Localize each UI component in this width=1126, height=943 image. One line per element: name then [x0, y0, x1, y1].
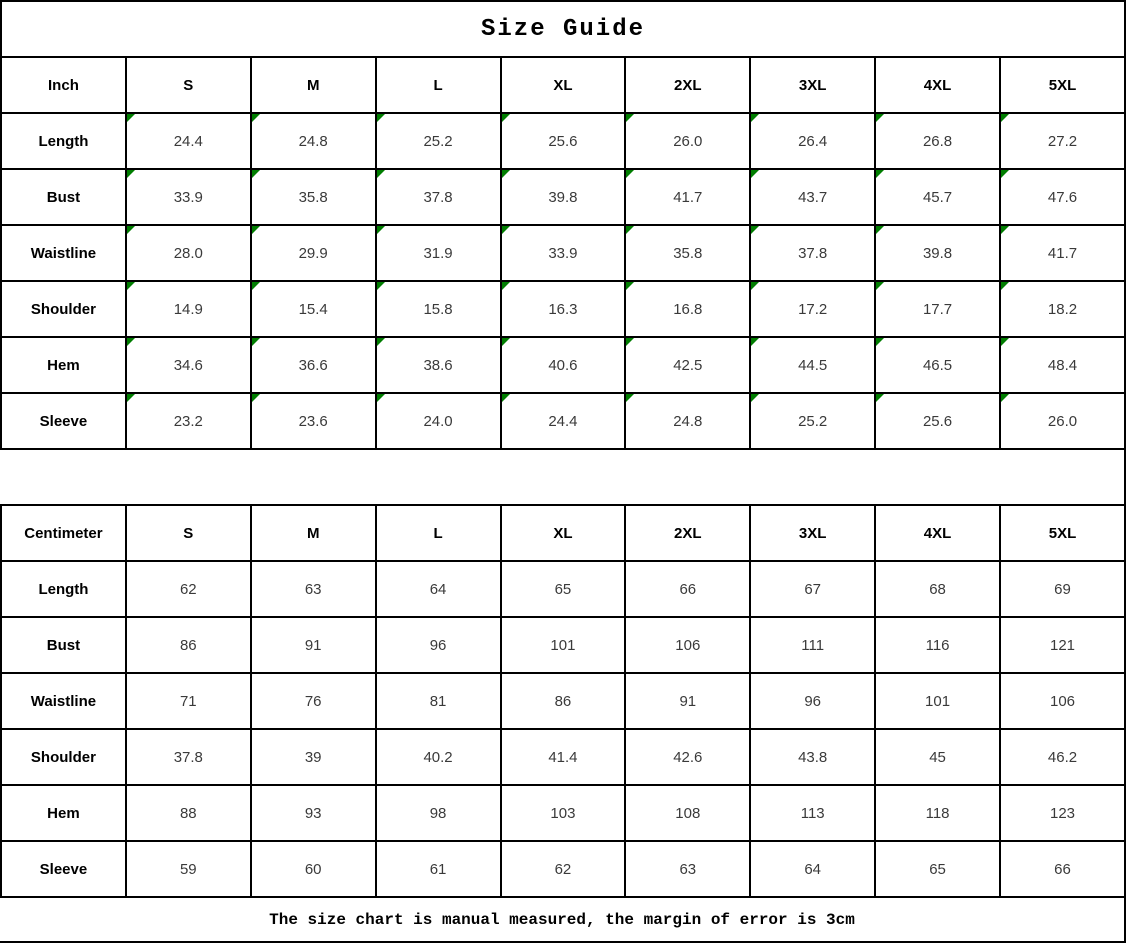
size-value-cell: 88 — [126, 785, 251, 841]
green-corner-marker-icon — [1001, 226, 1009, 234]
size-value-cell: 31.9 — [376, 225, 501, 281]
size-value-cell: 123 — [1000, 785, 1125, 841]
size-value-cell: 17.7 — [875, 281, 1000, 337]
size-value-cell: 25.2 — [750, 393, 875, 449]
green-corner-marker-icon — [876, 226, 884, 234]
green-corner-marker-icon — [626, 226, 634, 234]
size-value-cell: 40.2 — [376, 729, 501, 785]
measurement-row — [1, 393, 1125, 449]
size-column-header: XL — [501, 57, 626, 113]
size-value-cell: 81 — [376, 673, 501, 729]
size-column-header: 5XL — [1000, 57, 1125, 113]
measurement-row — [1, 281, 1125, 337]
measurement-row — [1, 841, 1125, 897]
measurement-row — [1, 785, 1125, 841]
green-corner-marker-icon — [751, 114, 759, 122]
size-column-header: 4XL — [875, 505, 1000, 561]
size-value-cell: 33.9 — [501, 225, 626, 281]
measurement-row — [1, 169, 1125, 225]
size-value-cell: 68 — [875, 561, 1000, 617]
size-value-cell: 108 — [625, 785, 750, 841]
green-corner-marker-icon — [377, 394, 385, 402]
green-corner-marker-icon — [751, 394, 759, 402]
size-value-cell: 26.4 — [750, 113, 875, 169]
row-label: Length — [1, 113, 126, 169]
row-label: Waistline — [1, 225, 126, 281]
size-value-cell: 34.6 — [126, 337, 251, 393]
green-corner-marker-icon — [1001, 338, 1009, 346]
green-corner-marker-icon — [127, 114, 135, 122]
measurement-row — [1, 561, 1125, 617]
size-value-cell: 42.5 — [625, 337, 750, 393]
size-value-cell: 121 — [1000, 617, 1125, 673]
size-column-header: S — [126, 57, 251, 113]
size-value-cell: 96 — [376, 617, 501, 673]
size-value-cell: 111 — [750, 617, 875, 673]
green-corner-marker-icon — [626, 394, 634, 402]
size-column-header: 2XL — [625, 505, 750, 561]
green-corner-marker-icon — [127, 338, 135, 346]
size-value-cell: 91 — [625, 673, 750, 729]
row-label: Hem — [1, 785, 126, 841]
measurement-row — [1, 729, 1125, 785]
size-column-header: M — [251, 57, 376, 113]
size-value-cell: 14.9 — [126, 281, 251, 337]
size-value-cell: 41.7 — [625, 169, 750, 225]
green-corner-marker-icon — [127, 394, 135, 402]
green-corner-marker-icon — [252, 394, 260, 402]
size-value-cell: 24.8 — [251, 113, 376, 169]
table-gap — [0, 450, 1126, 504]
green-corner-marker-icon — [1001, 394, 1009, 402]
size-value-cell: 24.0 — [376, 393, 501, 449]
size-value-cell: 18.2 — [1000, 281, 1125, 337]
measurement-row — [1, 225, 1125, 281]
size-value-cell: 118 — [875, 785, 1000, 841]
size-value-cell: 113 — [750, 785, 875, 841]
row-label: Hem — [1, 337, 126, 393]
size-value-cell: 98 — [376, 785, 501, 841]
green-corner-marker-icon — [127, 170, 135, 178]
size-column-header: 4XL — [875, 57, 1000, 113]
green-corner-marker-icon — [751, 226, 759, 234]
size-value-cell: 101 — [875, 673, 1000, 729]
size-value-cell: 103 — [501, 785, 626, 841]
size-value-cell: 64 — [750, 841, 875, 897]
green-corner-marker-icon — [252, 226, 260, 234]
size-value-cell: 26.0 — [625, 113, 750, 169]
size-value-cell: 37.8 — [376, 169, 501, 225]
green-corner-marker-icon — [377, 170, 385, 178]
green-corner-marker-icon — [252, 114, 260, 122]
size-column-header: XL — [501, 505, 626, 561]
size-value-cell: 37.8 — [750, 225, 875, 281]
row-label: Bust — [1, 617, 126, 673]
size-value-cell: 116 — [875, 617, 1000, 673]
size-value-cell: 48.4 — [1000, 337, 1125, 393]
size-value-cell: 39.8 — [875, 225, 1000, 281]
size-value-cell: 25.6 — [875, 393, 1000, 449]
green-corner-marker-icon — [626, 282, 634, 290]
row-label: Shoulder — [1, 281, 126, 337]
green-corner-marker-icon — [876, 338, 884, 346]
size-value-cell: 28.0 — [126, 225, 251, 281]
size-value-cell: 45.7 — [875, 169, 1000, 225]
size-column-header: L — [376, 57, 501, 113]
size-value-cell: 15.8 — [376, 281, 501, 337]
green-corner-marker-icon — [502, 394, 510, 402]
size-value-cell: 46.2 — [1000, 729, 1125, 785]
green-corner-marker-icon — [626, 338, 634, 346]
measurement-row — [1, 673, 1125, 729]
green-corner-marker-icon — [127, 226, 135, 234]
size-value-cell: 15.4 — [251, 281, 376, 337]
size-value-cell: 16.8 — [625, 281, 750, 337]
size-value-cell: 62 — [126, 561, 251, 617]
size-value-cell: 76 — [251, 673, 376, 729]
size-value-cell: 86 — [126, 617, 251, 673]
size-value-cell: 101 — [501, 617, 626, 673]
footer-note: The size chart is manual measured, the margin of error is 3cm — [0, 898, 1126, 943]
size-value-cell: 37.8 — [126, 729, 251, 785]
size-value-cell: 29.9 — [251, 225, 376, 281]
green-corner-marker-icon — [751, 282, 759, 290]
size-value-cell: 43.7 — [750, 169, 875, 225]
green-corner-marker-icon — [751, 338, 759, 346]
size-value-cell: 40.6 — [501, 337, 626, 393]
size-value-cell: 23.2 — [126, 393, 251, 449]
size-value-cell: 45 — [875, 729, 1000, 785]
row-label: Sleeve — [1, 841, 126, 897]
size-value-cell: 66 — [1000, 841, 1125, 897]
green-corner-marker-icon — [502, 226, 510, 234]
header-row — [1, 505, 1125, 561]
green-corner-marker-icon — [876, 394, 884, 402]
size-column-header: S — [126, 505, 251, 561]
size-value-cell: 96 — [750, 673, 875, 729]
size-value-cell: 24.4 — [126, 113, 251, 169]
size-value-cell: 65 — [501, 561, 626, 617]
size-value-cell: 71 — [126, 673, 251, 729]
green-corner-marker-icon — [377, 282, 385, 290]
size-value-cell: 39.8 — [501, 169, 626, 225]
size-column-header: M — [251, 505, 376, 561]
size-value-cell: 38.6 — [376, 337, 501, 393]
size-value-cell: 16.3 — [501, 281, 626, 337]
green-corner-marker-icon — [626, 170, 634, 178]
size-value-cell: 60 — [251, 841, 376, 897]
size-value-cell: 27.2 — [1000, 113, 1125, 169]
size-value-cell: 41.7 — [1000, 225, 1125, 281]
measurement-row — [1, 113, 1125, 169]
size-value-cell: 41.4 — [501, 729, 626, 785]
size-value-cell: 42.6 — [625, 729, 750, 785]
green-corner-marker-icon — [127, 282, 135, 290]
size-value-cell: 64 — [376, 561, 501, 617]
size-value-cell: 46.5 — [875, 337, 1000, 393]
row-label: Length — [1, 561, 126, 617]
size-column-header: 2XL — [625, 57, 750, 113]
size-value-cell: 47.6 — [1000, 169, 1125, 225]
size-value-cell: 33.9 — [126, 169, 251, 225]
size-value-cell: 39 — [251, 729, 376, 785]
size-column-header: 3XL — [750, 505, 875, 561]
size-value-cell: 106 — [1000, 673, 1125, 729]
size-value-cell: 63 — [625, 841, 750, 897]
size-column-header: L — [376, 505, 501, 561]
size-column-header: 3XL — [750, 57, 875, 113]
size-value-cell: 67 — [750, 561, 875, 617]
green-corner-marker-icon — [377, 114, 385, 122]
size-value-cell: 86 — [501, 673, 626, 729]
size-value-cell: 26.0 — [1000, 393, 1125, 449]
size-value-cell: 93 — [251, 785, 376, 841]
size-column-header: 5XL — [1000, 505, 1125, 561]
size-value-cell: 24.4 — [501, 393, 626, 449]
size-value-cell: 35.8 — [251, 169, 376, 225]
green-corner-marker-icon — [252, 338, 260, 346]
row-label: Shoulder — [1, 729, 126, 785]
measurement-row — [1, 337, 1125, 393]
green-corner-marker-icon — [1001, 114, 1009, 122]
size-value-cell: 62 — [501, 841, 626, 897]
green-corner-marker-icon — [626, 114, 634, 122]
unit-label: Inch — [1, 57, 126, 113]
row-label: Bust — [1, 169, 126, 225]
unit-label: Centimeter — [1, 505, 126, 561]
green-corner-marker-icon — [1001, 282, 1009, 290]
green-corner-marker-icon — [751, 170, 759, 178]
size-value-cell: 36.6 — [251, 337, 376, 393]
size-value-cell: 66 — [625, 561, 750, 617]
green-corner-marker-icon — [502, 282, 510, 290]
size-value-cell: 65 — [875, 841, 1000, 897]
size-value-cell: 25.2 — [376, 113, 501, 169]
size-value-cell: 106 — [625, 617, 750, 673]
centimeter-table — [0, 504, 1126, 898]
green-corner-marker-icon — [377, 338, 385, 346]
size-value-cell: 23.6 — [251, 393, 376, 449]
row-label: Waistline — [1, 673, 126, 729]
size-value-cell: 59 — [126, 841, 251, 897]
size-value-cell: 25.6 — [501, 113, 626, 169]
size-value-cell: 26.8 — [875, 113, 1000, 169]
green-corner-marker-icon — [252, 170, 260, 178]
green-corner-marker-icon — [502, 170, 510, 178]
inch-table — [0, 56, 1126, 450]
green-corner-marker-icon — [377, 226, 385, 234]
green-corner-marker-icon — [502, 338, 510, 346]
size-value-cell: 44.5 — [750, 337, 875, 393]
page-title: Size Guide — [0, 0, 1126, 56]
row-label: Sleeve — [1, 393, 126, 449]
size-value-cell: 24.8 — [625, 393, 750, 449]
size-value-cell: 35.8 — [625, 225, 750, 281]
size-value-cell: 43.8 — [750, 729, 875, 785]
measurement-row — [1, 617, 1125, 673]
green-corner-marker-icon — [876, 282, 884, 290]
size-value-cell: 69 — [1000, 561, 1125, 617]
green-corner-marker-icon — [876, 114, 884, 122]
green-corner-marker-icon — [502, 114, 510, 122]
header-row — [1, 57, 1125, 113]
green-corner-marker-icon — [876, 170, 884, 178]
size-value-cell: 61 — [376, 841, 501, 897]
size-value-cell: 91 — [251, 617, 376, 673]
green-corner-marker-icon — [1001, 170, 1009, 178]
green-corner-marker-icon — [252, 282, 260, 290]
size-value-cell: 63 — [251, 561, 376, 617]
size-value-cell: 17.2 — [750, 281, 875, 337]
